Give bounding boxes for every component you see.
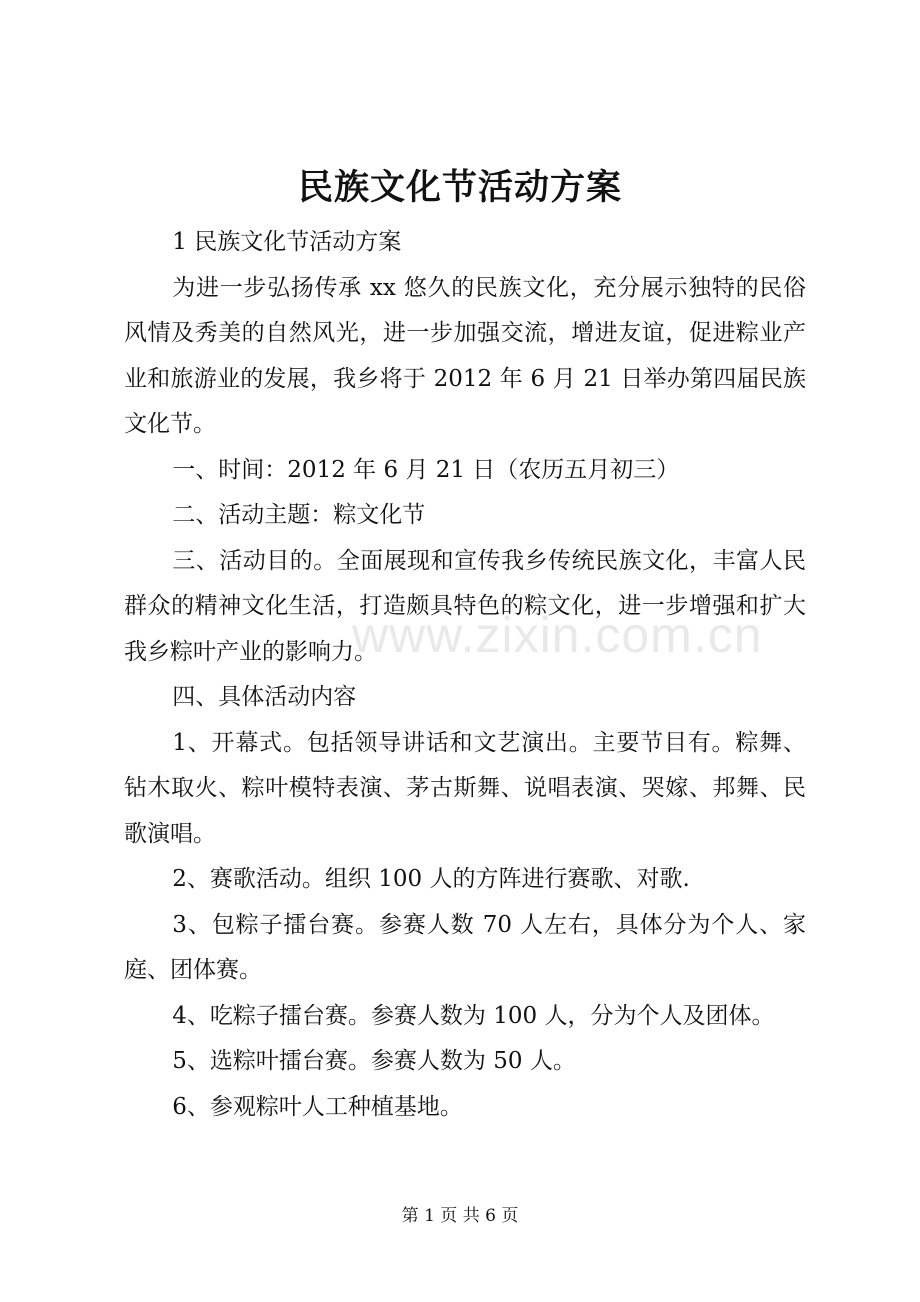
paragraph-item-2: 2、赛歌活动。组织 100 人的方阵进行赛歌、对歌. — [172, 866, 690, 892]
watermark: www.zixin.com.cn — [352, 607, 763, 663]
document-title: 民族文化节活动方案 — [297, 167, 622, 208]
paragraph-purpose: 三、活动目的。全面展现和宣传我乡传统民族文化，丰富人民群众的精神文化生活，打造颇具特色的粽文化，进一步增强和扩大我乡粽叶产业的影响力。 — [124, 547, 806, 665]
paragraph-item-1: 1、开幕式。包括领导讲话和文艺演出。主要节目有。粽舞、钻木取火、粽叶模特表演、茅古斯舞、说唱表演、哭嫁、邦舞、民歌演唱。 — [124, 729, 806, 847]
paragraph-time: 一、时间：2012 年 6 月 21 日（农历五月初三） — [172, 456, 680, 483]
paragraph-theme: 二、活动主题：粽文化节 — [172, 502, 426, 528]
paragraph-item-3: 3、包粽子擂台赛。参赛人数 70 人左右，具体分为个人、家庭、团体赛。 — [124, 911, 806, 983]
paragraph-item-4: 4、吃粽子擂台赛。参赛人数为 100 人，分为个人及团体。 — [172, 1002, 775, 1029]
paragraph-intro: 为进一步弘扬传承 xx 悠久的民族文化，充分展示独特的民俗风情及秀美的自然风光，进一步加强交流，增进友谊，促进粽业产业和旅游业的发展，我乡将于 2012 年 6 月 21 日举办第四届民族文化节。 — [124, 274, 806, 437]
paragraph-heading: 1 民族文化节活动方案 — [172, 229, 402, 255]
document-body — [124, 220, 806, 1130]
page-footer: 第 1 页 共 6 页 — [401, 1206, 519, 1226]
paragraph-item-5: 5、选粽叶擂台赛。参赛人数为 50 人。 — [172, 1048, 576, 1074]
paragraph-content-heading: 四、具体活动内容 — [172, 684, 357, 710]
paragraph-item-6: 6、参观粽叶人工种植基地。 — [172, 1093, 463, 1120]
